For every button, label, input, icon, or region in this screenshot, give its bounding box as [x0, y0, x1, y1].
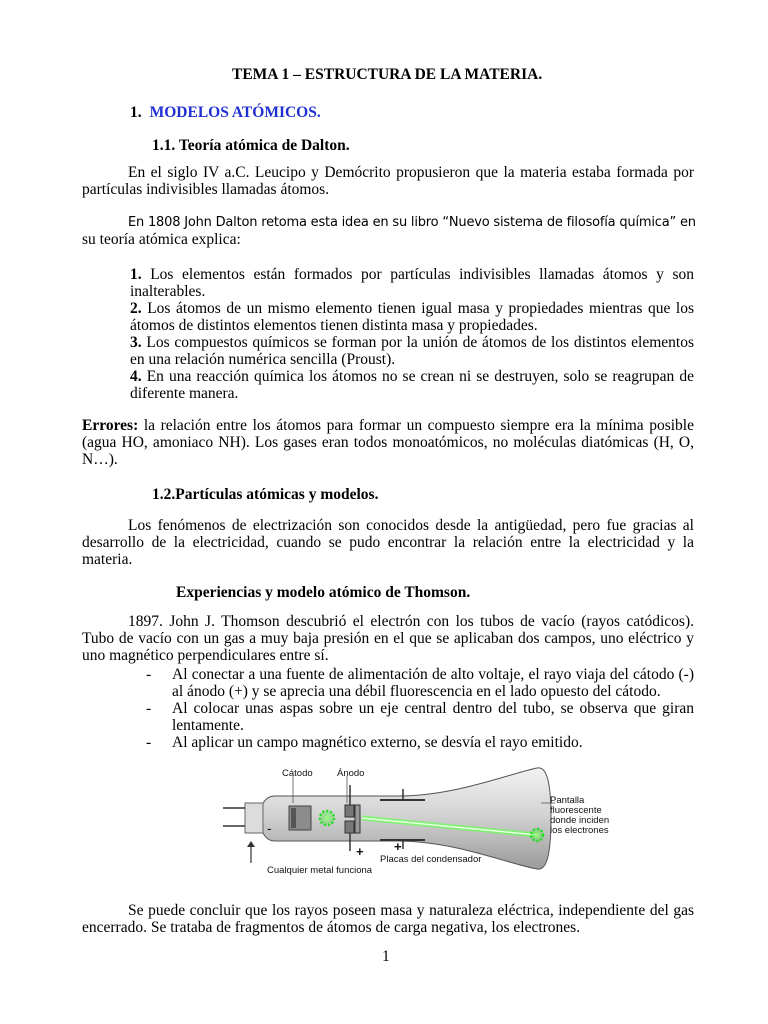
figure-label-anodo: Ánodo: [337, 768, 365, 779]
paragraph-thomson: 1897. John J. Thomson descubrió el electrón con los tubos de vacío (rayos catódicos). Tubo de vacío con un gas a muy baja presión en el que se aplicaban dos campos, uno eléctrico y uno magnético perpendiculares entre sí.: [82, 613, 694, 664]
subheading-thomson: Experiencias y modelo atómico de Thomson.: [176, 584, 471, 601]
figure-label-catodo: Cátodo: [282, 768, 313, 779]
pantalla-line: fluorescente: [550, 805, 602, 816]
figure-sign-minus: -: [267, 820, 272, 836]
figure-label-metal: Cualquier metal funciona: [267, 865, 373, 876]
postulate-text: En una reacción química los átomos no se crean ni se destruyen, solo se reagrupan de diferente manera.: [130, 368, 694, 402]
postulate-text: Los compuestos químicos se forman por la unión de átomos de los distintos elementos en una relación numérica sencilla (Proust).: [130, 334, 694, 368]
postulate-text: Los átomos de un mismo elemento tienen igual masa y propiedades mientras que los átomos de distintos elementos tienen distinta masa y propiedades.: [130, 300, 694, 334]
observation-text: Al colocar unas aspas sobre un eje central dentro del tubo, se observa que giran lentamente.: [172, 700, 694, 734]
postulate-2: [130, 300, 694, 334]
observation-item-3: [146, 734, 694, 751]
page-number: 1: [382, 948, 390, 965]
postulate-number: 4.: [130, 368, 142, 385]
postulate-text: Los elementos están formados por partículas indivisibles llamadas átomos y son inalterables.: [130, 266, 694, 300]
pantalla-line: los electrones: [550, 825, 609, 836]
pantalla-line: Pantalla: [550, 795, 585, 806]
section-heading-modelos: [130, 104, 321, 121]
observation-item-2: [146, 700, 694, 734]
subheading-particulas: 1.2.Partículas atómicas y modelos.: [152, 486, 379, 503]
figure-label-pantalla: [550, 796, 609, 836]
postulate-number: 1.: [130, 266, 142, 283]
section-number: 1.: [130, 104, 142, 121]
cathode-ray-tube-figure: [175, 763, 610, 881]
paragraph-conclusion: Se puede concluir que los rayos poseen masa y naturaleza eléctrica, independiente del gas encerrado. Se trataba de fragmentos de átomos de carga negativa, los electrones.: [82, 902, 694, 936]
postulate-3: [130, 334, 694, 368]
paragraph-errores: [82, 417, 694, 468]
subheading-dalton: 1.1. Teoría atómica de Dalton.: [152, 137, 350, 154]
paragraph-dalton-rest: su teoría atómica explica:: [82, 231, 241, 248]
observation-text: Al aplicar un campo magnético externo, se desvía el rayo emitido.: [172, 734, 583, 751]
bullet-dash: -: [146, 666, 152, 683]
pantalla-line: donde inciden: [550, 815, 610, 826]
figure-sign-plus-2: +: [394, 839, 402, 854]
postulate-1: [130, 266, 694, 300]
observation-text: Al conectar a una fuente de alimentación de alto voltaje, el rayo viaja del cátodo (-) al ánodo (+) y se aprecia una débil fluorescencia en el lado opuesto del cátodo.: [172, 666, 694, 700]
paragraph-electrizacion: Los fenómenos de electrización son conocidos desde la antigüedad, pero fue gracias al desarrollo de la electricidad, cuando se pudo encontrar la relación entre la electricidad y la materia.: [82, 517, 694, 568]
dalton-postulates-list: [130, 266, 694, 402]
postulate-number: 2.: [130, 300, 142, 317]
observation-item-1: [146, 666, 694, 700]
paragraph-leucipo: En el siglo IV a.C. Leucipo y Demócrito propusieron que la materia estaba formada por partículas indivisibles llamadas átomos.: [82, 164, 694, 198]
paragraph-dalton-lead: En 1808 John Dalton retoma esta idea en su libro “Nuevo sistema de filosofía química” en: [128, 215, 696, 230]
paragraph-dalton: [82, 214, 694, 248]
thomson-observations-list: [146, 666, 694, 751]
errores-label: Errores:: [82, 417, 139, 434]
document-title: TEMA 1 – ESTRUCTURA DE LA MATERIA.: [232, 66, 543, 83]
bullet-dash: -: [146, 734, 152, 751]
postulate-4: [130, 368, 694, 402]
bullet-dash: -: [146, 700, 152, 717]
errores-text: la relación entre los átomos para formar un compuesto siempre era la mínima posible (agua HO, amoniaco NH). Los gases eran todos monoatómicos, no moléculas diatómicas (H, O, N…).: [82, 417, 694, 468]
figure-label-placas: Placas del condensador: [380, 854, 482, 865]
section-label: MODELOS ATÓMICOS.: [149, 104, 321, 121]
figure-sign-plus-1: +: [356, 844, 364, 859]
postulate-number: 3.: [130, 334, 142, 351]
